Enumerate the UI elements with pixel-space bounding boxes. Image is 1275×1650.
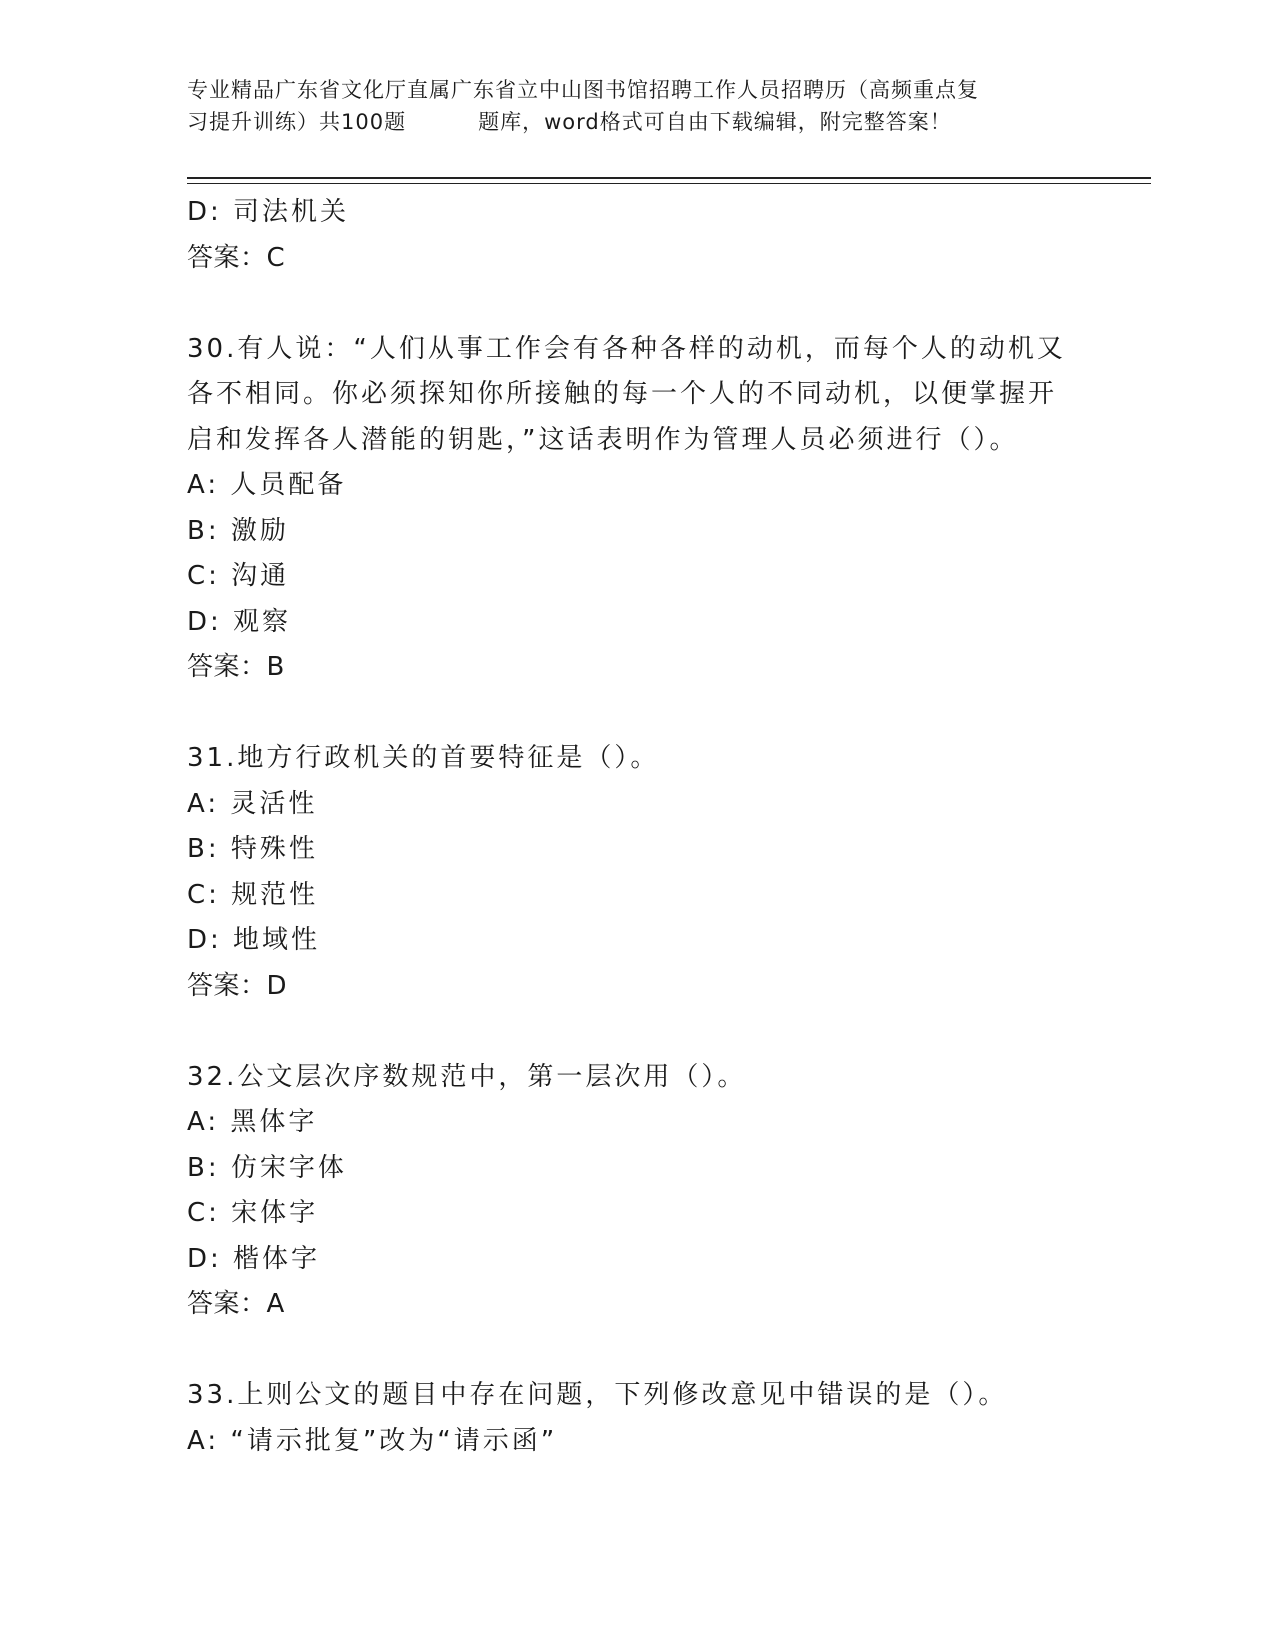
- option-a: A: 黑体字: [187, 1107, 318, 1137]
- option-b: B: 仿宋字体: [187, 1152, 347, 1183]
- answer: 答案：B: [187, 652, 285, 682]
- question-33: [187, 1373, 1087, 1464]
- question-stem: 33.上则公文的题目中存在问题，下列修改意见中错误的是（）。: [187, 1380, 1008, 1410]
- question-stem: 30.有人说：“人们从事工作会有各种各样的动机，而每个人的动机又: [187, 333, 1066, 364]
- header-line-2-right: 题库，word格式可自由下载编辑，附完整答案！: [478, 110, 952, 134]
- option-d: D: 观察: [187, 606, 292, 637]
- option-a: A: “请示批复”改为“请示函”: [187, 1425, 558, 1456]
- header-rule-thick: [187, 177, 1151, 179]
- answer: 答案：A: [187, 1289, 285, 1319]
- header-line-2-left: 习提升训练）共100题: [187, 110, 407, 134]
- question-30: [187, 327, 1087, 691]
- header-line-1: 专业精品广东省文化厅直属广东省立中山图书馆招聘工作人员招聘历（高频重点复: [187, 78, 979, 102]
- header-line-2: [187, 106, 1107, 138]
- question-stem: 31.地方行政机关的首要特征是（）。: [187, 743, 660, 773]
- header-rule-thin: [187, 183, 1151, 184]
- option-c: C: 规范性: [187, 879, 319, 910]
- question-31: [187, 736, 1087, 1009]
- answer: 答案：D: [187, 970, 288, 1001]
- prev-answer: 答案：C: [187, 242, 286, 273]
- option-b: B: 特殊性: [187, 834, 318, 864]
- option-d: D: 楷体字: [187, 1243, 321, 1274]
- option-d: D: 地域性: [187, 925, 321, 955]
- option-a: A: 灵活性: [187, 788, 318, 819]
- option-a: A: 人员配备: [187, 470, 347, 500]
- question-stem: 各不相同。你必须探知你所接触的每一个人的不同动机，以便掌握开: [187, 379, 1058, 409]
- question-content: [187, 190, 1087, 1464]
- question-stem: 启和发挥各人潜能的钥匙，”这话表明作为管理人员必须进行（）。: [187, 424, 1019, 455]
- option-b: B: 激励: [187, 515, 289, 546]
- page-header: [187, 74, 1107, 138]
- prev-option-d: D: 司法机关: [187, 197, 350, 227]
- option-c: C: 宋体字: [187, 1198, 319, 1228]
- question-stem: 32.公文层次序数规范中，第一层次用（）。: [187, 1061, 747, 1092]
- option-c: C: 沟通: [187, 561, 290, 591]
- question-32: [187, 1055, 1087, 1328]
